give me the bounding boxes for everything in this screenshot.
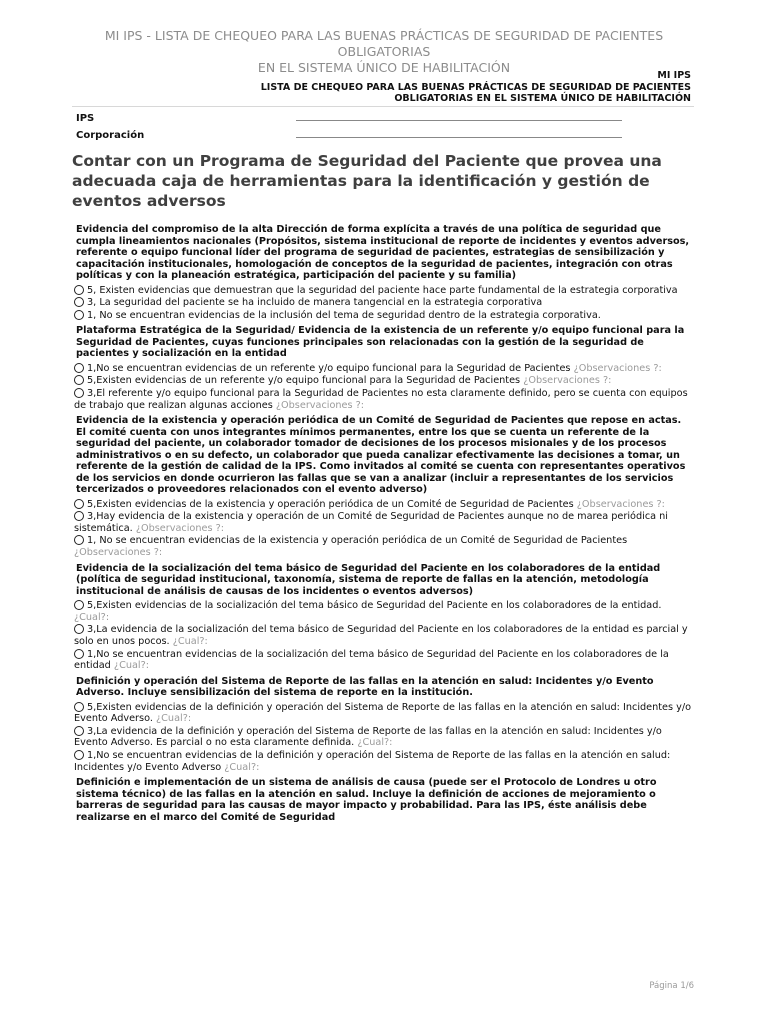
answer-option[interactable] — [74, 511, 694, 534]
option-label: 1,No se encuentran evidencias de la definición y operación del Sistema de Reporte de las fallas en la atención en salud: Incidentes y/o Evento Adverso — [74, 750, 671, 773]
radio-button-icon[interactable] — [74, 388, 84, 398]
option-label: 3,Hay evidencia de la existencia y operación de un Comité de Seguridad de Pacientes aunque no de marea periódica ni sistemática. — [74, 511, 669, 534]
answer-option[interactable] — [74, 310, 694, 322]
question-text: Evidencia de la existencia y operación periódica de un Comité de Seguridad de Pacientes que repose en actas. El comité cuenta con unos integrantes mínimos permanentes, entre los que se cuenta un referente de la seguridad del paciente, un colaborador tomador de decisiones de los procesos misionales y de los procesos administrativos o en su defecto, un colaborador que pueda canalizar efectivamente las decisiones a tomar, un referente de la gestión de calidad de la IPS. Como invitados al comité se cuenta con representantes operativos de los servicios en donde ocurrieron las fallas que se van a analizar (incluir a representantes de los servicios tercerizados o proveedores relacionados con el evento adverso) — [76, 415, 686, 496]
question-text: Evidencia del compromiso de la alta Dirección de forma explícita a través de una política de seguridad que cumpla lineamientos nacionales (Propósitos, sistema institucional de reporte de incidentes y eventos adversos, referente o equipo funcional líder del programa de seguridad de pacientes, estrategias de sensibilización y capacitación institucionales, homologación de conceptos de la seguridad de pacientes, integración con otras políticas y con la planeación estratégica, participación del paciente y su familia) — [76, 224, 690, 281]
option-label: 1,No se encuentran evidencias de la socialización del tema básico de Seguridad del Paciente en los colaboradores de la entidad — [74, 648, 669, 672]
checklist-item — [74, 224, 694, 321]
answer-option[interactable] — [74, 750, 694, 773]
field-label: IPS — [76, 113, 95, 124]
radio-button-icon[interactable] — [74, 649, 84, 659]
answer-option[interactable] — [74, 600, 694, 623]
checklist-item — [74, 563, 694, 672]
corporacion-field — [72, 124, 694, 141]
page-number: Página 1/6 — [649, 981, 694, 991]
radio-button-icon[interactable] — [74, 702, 84, 712]
radio-button-icon[interactable] — [74, 297, 84, 307]
radio-button-icon[interactable] — [74, 310, 84, 320]
answer-option[interactable] — [74, 388, 694, 411]
option-label: 5,Existen evidencias de la socialización del tema básico de Seguridad del Paciente en los colaboradores de la entidad. — [87, 600, 662, 612]
observation-prompt[interactable]: ¿Observaciones ?: — [576, 498, 665, 510]
answer-option[interactable] — [74, 649, 694, 672]
observation-prompt[interactable]: ¿Cual?: — [357, 737, 393, 749]
radio-button-icon[interactable] — [74, 535, 84, 545]
page-header — [60, 28, 708, 76]
observation-prompt[interactable]: ¿Observaciones ?: — [275, 399, 365, 411]
radio-button-icon[interactable] — [74, 375, 84, 385]
observation-prompt[interactable]: ¿Observaciones ?: — [74, 547, 163, 559]
answer-option[interactable] — [74, 535, 694, 558]
checklist-item — [74, 325, 694, 411]
radio-button-icon[interactable] — [74, 726, 84, 736]
corporacion-input-line[interactable] — [296, 127, 622, 138]
answer-option[interactable] — [74, 363, 694, 375]
organization-name: MI IPS — [657, 70, 691, 81]
checklist — [74, 224, 694, 827]
checklist-item — [74, 777, 694, 823]
option-label: 5,Existen evidencias de la definición y operación del Sistema de Reporte de las fallas en la atención en salud: Incidentes y/o Evento Adverso. — [74, 701, 692, 725]
answer-option[interactable] — [74, 726, 694, 749]
radio-button-icon[interactable] — [74, 600, 84, 610]
question-text: Definición e implementación de un sistema de análisis de causa (puede ser el Protocolo de Londres u otro sistema técnico) de las fallas en la atención en salud. Incluye la definición de acciones de mejoramiento o barreras de seguridad para las causas de mayor impacto y probabilidad. Para las IPS, éste análisis debe realizarse en el marco del Comité de Seguridad — [76, 777, 657, 823]
answer-option[interactable] — [74, 285, 694, 297]
radio-button-icon[interactable] — [74, 624, 84, 634]
observation-prompt[interactable]: ¿Cual?: — [74, 611, 110, 623]
option-label: 5,Existen evidencias de la existencia y operación periódica de un Comité de Seguridad de Pacientes — [87, 498, 574, 510]
document-title-line-1: LISTA DE CHEQUEO PARA LAS BUENAS PRÁCTICAS DE SEGURIDAD DE PACIENTES — [260, 81, 691, 93]
observation-prompt[interactable]: ¿Cual?: — [156, 713, 192, 725]
option-label: 1,No se encuentran evidencias de un referente y/o equipo funcional para la Seguridad de Pacientes — [87, 362, 571, 374]
option-label: 5, Existen evidencias que demuestran que la seguridad del paciente hace parte fundamental de la estrategia corporativa — [87, 284, 678, 296]
answer-option[interactable] — [74, 702, 694, 725]
ips-input-line[interactable] — [296, 110, 622, 121]
observation-prompt[interactable]: ¿Observaciones ?: — [523, 375, 612, 387]
option-label: 3, La seguridad del paciente se ha incluido de manera tangencial en la estrategia corporativa — [87, 297, 543, 309]
document-title-line-2: OBLIGATORIAS EN EL SISTEMA ÚNICO DE HABILITACIÓN — [394, 93, 691, 104]
radio-button-icon[interactable] — [74, 499, 84, 509]
radio-button-icon[interactable] — [74, 511, 84, 521]
form-fields — [72, 106, 694, 141]
observation-prompt[interactable]: ¿Observaciones ?: — [573, 362, 662, 374]
radio-button-icon[interactable] — [74, 285, 84, 295]
observation-prompt[interactable]: ¿Cual?: — [172, 635, 208, 647]
question-text: Evidencia de la socialización del tema básico de Seguridad del Paciente en los colaboradores de la entidad (política de seguridad institucional, taxonomía, sistema de reporte de fallas en la atención, metodología institucional de análisis de causas de los incidentes o eventos adversos) — [76, 562, 661, 597]
option-label: 3,La evidencia de la socialización del tema básico de Seguridad del Paciente en los colaboradores de la entidad es parcial y solo en unos pocos. — [74, 624, 688, 647]
observation-prompt[interactable]: ¿Cual?: — [224, 761, 260, 773]
radio-button-icon[interactable] — [74, 363, 84, 373]
option-label: 1, No se encuentran evidencias de la inclusión del tema de seguridad dentro de la estrategia corporativa. — [87, 309, 601, 321]
checklist-item — [74, 676, 694, 774]
field-label: Corporación — [76, 130, 145, 141]
observation-prompt[interactable]: ¿Cual?: — [113, 660, 150, 672]
option-label: 1, No se encuentran evidencias de la existencia y operación periódica de un Comité de Seguridad de Pacientes — [87, 535, 628, 547]
page-header-line-1: MI IPS - LISTA DE CHEQUEO PARA LAS BUENAS PRÁCTICAS DE SEGURIDAD DE PACIENTES OBLIGATORIAS — [104, 28, 664, 59]
answer-option[interactable] — [74, 624, 694, 647]
document-info — [171, 70, 691, 105]
answer-option[interactable] — [74, 297, 694, 309]
answer-option[interactable] — [74, 375, 694, 387]
answer-option[interactable] — [74, 499, 694, 511]
page-header-line-2: EN EL SISTEMA ÚNICO DE HABILITACIÓN — [257, 60, 511, 75]
radio-button-icon[interactable] — [74, 750, 84, 760]
section-title: Contar con un Programa de Seguridad del Paciente que provea una adecuada caja de herramientas para la identificación y gestión de eventos adversos — [72, 152, 662, 210]
checklist-item — [74, 415, 694, 558]
ips-field — [72, 107, 694, 124]
observation-prompt[interactable]: ¿Observaciones ?: — [135, 522, 224, 534]
question-text: Plataforma Estratégica de la Seguridad/ Evidencia de la existencia de un referente y/o equipo funcional para la Seguridad de Pacientes, cuyas funciones principales son relacionadas con la gestión de la seguridad de pacientes y socialización en la entidad — [76, 325, 685, 360]
option-label: 3,La evidencia de la definición y operación del Sistema de Reporte de las fallas en la atención en salud: Incidentes y/o Evento Adverso. Es parcial o no esta claramente definida. — [74, 725, 662, 749]
question-text: Definición y operación del Sistema de Reporte de las fallas en la atención en salud: Incidentes y/o Evento Adverso. Incluye sensibilización del sistema de reporte en la institución. — [76, 675, 654, 699]
option-label: 5,Existen evidencias de un referente y/o equipo funcional para la Seguridad de Pacientes — [87, 375, 521, 387]
option-label: 3,El referente y/o equipo funcional para la Seguridad de Pacientes no esta claramente definido, pero se cuenta con equipos de trabajo que realizan algunas acciones — [74, 387, 688, 411]
